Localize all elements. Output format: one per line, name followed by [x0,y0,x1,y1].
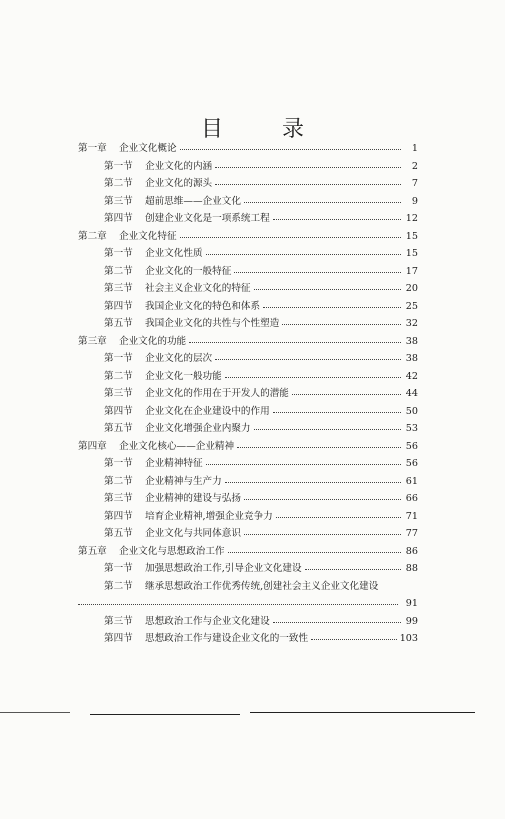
leader-dots [180,237,401,238]
toc-entry-label [78,613,270,631]
toc-section-row [78,280,418,298]
leader-dots [206,464,401,465]
toc-page-number: 17 [405,265,418,277]
leader-dots [273,219,401,220]
toc-entry-label [78,560,302,578]
toc-entry-label [78,193,241,211]
toc-entry-label [78,403,270,421]
toc-entry-title: 超前思维——企业文化 [145,195,241,207]
section-number: 第一节 [104,353,133,364]
section-number: 第三节 [104,283,133,294]
toc-page-number: 50 [405,405,418,417]
toc-section-row [78,385,418,403]
toc-section-row [78,455,418,473]
toc-section-row [78,525,418,543]
toc-entry-label [78,543,225,561]
toc-entry-title: 企业文化与思想政治工作 [119,545,225,557]
toc-entry-title: 企业文化与共同体意识 [145,528,241,539]
toc-entry-title: 企业文化核心——企业精神 [119,440,235,452]
toc-chapter-row [78,228,418,246]
toc-entry-label [78,280,251,298]
toc-entry-label [78,350,212,368]
toc-section-row [78,245,418,263]
toc-page-number: 91 [405,598,418,609]
section-number: 第二节 [104,580,133,592]
toc-page-number: 1 [411,143,418,154]
toc-page-number: 2 [411,160,418,172]
toc-entry-title: 企业文化性质 [145,248,203,259]
toc-entry-title: 企业精神特征 [145,458,203,469]
toc-section-row [78,508,418,526]
toc-page-number: 53 [405,423,418,434]
section-number: 第四节 [104,300,133,312]
toc-entry-title: 企业文化的内涵 [145,160,213,172]
toc-section-row [78,315,418,333]
section-number: 第一节 [104,458,133,469]
page-title: 目 录 [201,117,330,142]
toc-page-number: 66 [405,493,418,504]
toc-entry-title: 我国企业文化的共性与个性塑造 [145,318,280,329]
toc-entry-title: 企业文化一般功能 [145,370,222,382]
table-of-contents [78,140,418,648]
leader-dots [273,412,401,413]
toc-section-row [78,613,418,631]
toc-entry-title: 思想政治工作与建设企业文化的一致性 [145,633,309,644]
toc-entry-label [78,175,212,193]
toc-page-number: 88 [405,563,418,574]
section-number: 第五节 [104,423,133,434]
toc-page-number: 56 [405,440,418,452]
chapter-number: 第四章 [78,440,107,452]
section-number: 第四节 [104,405,133,417]
leader-dots [228,552,401,553]
leader-dots [215,359,401,360]
toc-section-row [78,368,418,386]
toc-section-row [78,175,418,193]
section-number: 第三节 [104,388,133,399]
section-number: 第三节 [104,615,133,627]
toc-entry-label [78,473,222,491]
toc-entry-title: 培育企业精神,增强企业竞争力 [145,510,273,522]
leader-dots [189,342,401,343]
section-number: 第三节 [104,493,133,504]
toc-chapter-row [78,333,418,351]
toc-section-row [78,403,418,421]
toc-entry-title: 企业文化特征 [119,230,177,242]
toc-page-number: 61 [405,475,418,487]
toc-chapter-row [78,140,418,158]
toc-entry-title: 思想政治工作与企业文化建设 [145,615,270,627]
toc-page-number: 15 [405,248,418,259]
section-number: 第四节 [104,510,133,522]
toc-entry-title: 企业文化概论 [119,143,177,154]
leader-dots [254,429,401,430]
toc-entry-label [78,578,378,596]
toc-entry-title: 加强思想政治工作,引导企业文化建设 [145,563,302,574]
toc-entry-title: 社会主义企业文化的特征 [145,283,251,294]
section-number: 第二节 [104,475,133,487]
scan-line-mid [90,714,240,715]
toc-entry-label [78,298,260,316]
chapter-number: 第二章 [78,230,107,242]
toc-section-row [78,193,418,211]
leader-dots [254,289,401,290]
leader-dots [215,184,401,185]
toc-page-number: 99 [405,615,418,627]
leader-dots [244,534,401,535]
toc-page-number: 25 [405,300,418,312]
leader-dots [78,604,398,605]
toc-entry-title: 企业精神的建设与弘扬 [145,493,241,504]
toc-entry-title: 企业精神与生产力 [145,475,222,487]
toc-page-number: 9 [411,195,418,207]
toc-page-number: 32 [405,318,418,329]
section-number: 第一节 [104,160,133,172]
toc-page-number: 42 [405,370,418,382]
toc-page-number: 103 [399,633,418,644]
chapter-number: 第五章 [78,545,107,557]
toc-entry-label [78,368,222,386]
toc-section-row [78,578,418,596]
section-number: 第一节 [104,248,133,259]
toc-entry-label [78,228,177,246]
leader-dots [311,639,397,640]
toc-entry-label [78,245,203,263]
toc-entry-label [78,630,308,648]
toc-page-number: 44 [405,388,418,399]
toc-entry-title: 企业文化增强企业内聚力 [145,423,251,434]
toc-chapter-row [78,543,418,561]
toc-page-number: 38 [405,335,418,347]
toc-section-row [78,298,418,316]
section-number: 第五节 [104,318,133,329]
toc-section-row [78,350,418,368]
toc-page-number: 86 [405,545,418,557]
toc-section-row [78,473,418,491]
toc-section-row [78,158,418,176]
leader-dots [244,202,401,203]
chapter-number: 第三章 [78,335,107,347]
leader-dots [305,569,401,570]
scan-line-left [0,712,70,713]
toc-entry-title: 企业文化的层次 [145,353,213,364]
toc-entry-label [78,263,231,281]
section-number: 第一节 [104,563,133,574]
leader-dots [292,394,401,395]
toc-page-number: 15 [405,230,418,242]
leader-dots [206,254,401,255]
toc-entry-label [78,438,234,456]
toc-page-number: 38 [405,353,418,364]
toc-entry-label [78,455,203,473]
toc-page-number: 12 [405,213,418,224]
toc-entry-label [78,210,270,228]
leader-dots [276,517,401,518]
section-number: 第四节 [104,633,133,644]
toc-entry-title: 我国企业文化的特色和体系 [145,300,261,312]
leader-dots [273,622,401,623]
toc-page-number: 56 [405,458,418,469]
toc-entry-title: 企业文化的功能 [119,335,187,347]
section-number: 第四节 [104,213,133,224]
toc-entry-label [78,490,241,508]
leader-dots [225,377,401,378]
section-number: 第二节 [104,370,133,382]
toc-page-number: 20 [405,283,418,294]
chapter-number: 第一章 [78,143,107,154]
toc-entry-title: 企业文化的一般特征 [145,265,232,277]
leader-dots [180,149,401,150]
toc-page-number: 71 [405,510,418,522]
toc-entry-label [78,525,241,543]
section-number: 第二节 [104,178,133,189]
leader-dots [225,482,401,483]
toc-section-row [78,630,418,648]
section-number: 第五节 [104,528,133,539]
toc-entry-label [78,140,177,158]
toc-section-row [78,263,418,281]
toc-page-number: 7 [411,178,418,189]
section-number: 第二节 [104,265,133,277]
leader-dots [237,447,401,448]
toc-entry-label [78,508,273,526]
section-number: 第三节 [104,195,133,207]
toc-entry-title: 企业文化在企业建设中的作用 [145,405,270,417]
toc-section-row [78,490,418,508]
toc-entry-label [78,315,279,333]
toc-entry-label [78,333,186,351]
toc-chapter-row [78,438,418,456]
toc-entry-title: 继承思想政治工作优秀传统,创建社会主义企业文化建设 [145,580,379,592]
toc-section-row [78,420,418,438]
leader-dots [282,324,401,325]
leader-dots [234,272,401,273]
toc-entry-title: 创建企业文化是一项系统工程 [145,213,270,224]
toc-entry-title: 企业文化的源头 [145,178,213,189]
toc-entry-label [78,420,251,438]
scan-line-right [250,712,475,713]
toc-section-row [78,210,418,228]
toc-entry-label [78,385,289,403]
toc-continuation-row [78,595,418,613]
leader-dots [263,307,401,308]
toc-entry-title: 企业文化的作用在于开发人的潜能 [145,388,289,399]
toc-section-row [78,560,418,578]
leader-dots [244,499,401,500]
toc-entry-label [78,158,212,176]
leader-dots [215,167,401,168]
toc-page-number: 77 [405,528,418,539]
